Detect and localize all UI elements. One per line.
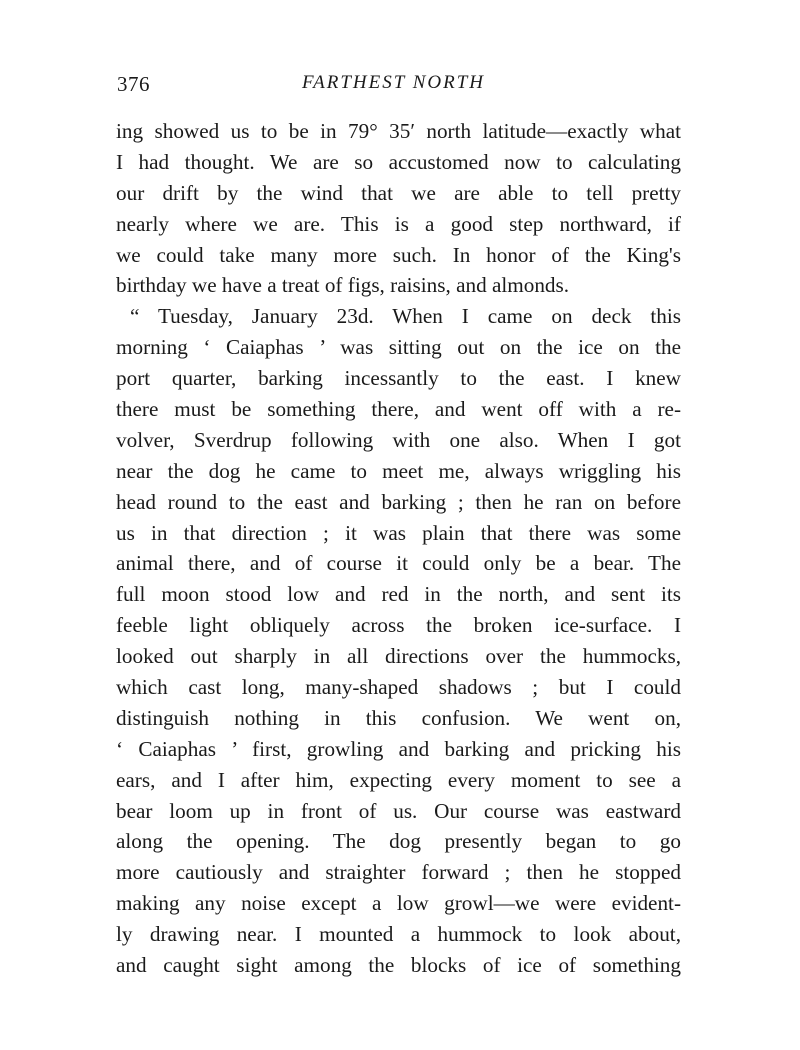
body-text (116, 116, 681, 981)
text-line: we could take many more such. In honor of the King's (116, 242, 681, 267)
page-number: 376 (117, 72, 150, 96)
text-line: ing showed us to be in 79° 35′ north latitude—exactly what (116, 119, 681, 143)
text-line: near the dog he came to meet me, always wriggling his (116, 458, 681, 483)
text-line: nearly where we are. This is a good step northward, if (116, 211, 681, 236)
text-line: head round to the east and barking ; then he ran on before (116, 489, 681, 514)
text-line: bear loom up in front of us. Our course was eastward (116, 798, 681, 823)
text-line: along the opening. The dog presently began to go (116, 829, 681, 854)
text-line: port quarter, barking incessantly to the east. I knew (116, 366, 681, 391)
running-head: FARTHEST NORTH (302, 72, 486, 93)
text-line: ‘ Caiaphas ’ first, growling and barking and pricking his (116, 736, 681, 761)
text-line: ears, and I after him, expecting every moment to see a (116, 767, 681, 792)
text-line: I had thought. We are so accustomed now to calculating (116, 149, 681, 174)
text-line: making any noise except a low growl—we were evident- (116, 891, 681, 916)
text-line: us in that direction ; it was plain that there was some (116, 520, 681, 545)
text-line: and caught sight among the blocks of ice of something (116, 953, 681, 978)
text-line: distinguish nothing in this confusion. We went on, (116, 705, 681, 730)
text-line: birthday we have a treat of figs, raisins, and almonds. (116, 273, 570, 298)
text-line: more cautiously and straighter forward ; then he stopped (116, 860, 681, 885)
page-header (117, 72, 677, 102)
text-line: feeble light obliquely across the broken ice-surface. I (116, 613, 681, 638)
text-line: our drift by the wind that we are able to tell pretty (116, 180, 681, 205)
text-line: morning ‘ Caiaphas ’ was sitting out on the ice on the (116, 335, 681, 360)
text-line: full moon stood low and red in the north, and sent its (116, 582, 681, 607)
text-line: ly drawing near. I mounted a hummock to look about, (116, 922, 681, 947)
text-line: looked out sharply in all directions over the hummocks, (116, 644, 681, 669)
text-line: which cast long, many-shaped shadows ; but I could (116, 675, 681, 700)
text-line: “ Tuesday, January 23d. When I came on deck this (130, 304, 681, 329)
text-line: volver, Sverdrup following with one also. When I got (116, 427, 681, 452)
text-line: animal there, and of course it could only be a bear. The (116, 551, 681, 576)
text-line: there must be something there, and went off with a re- (116, 397, 681, 422)
